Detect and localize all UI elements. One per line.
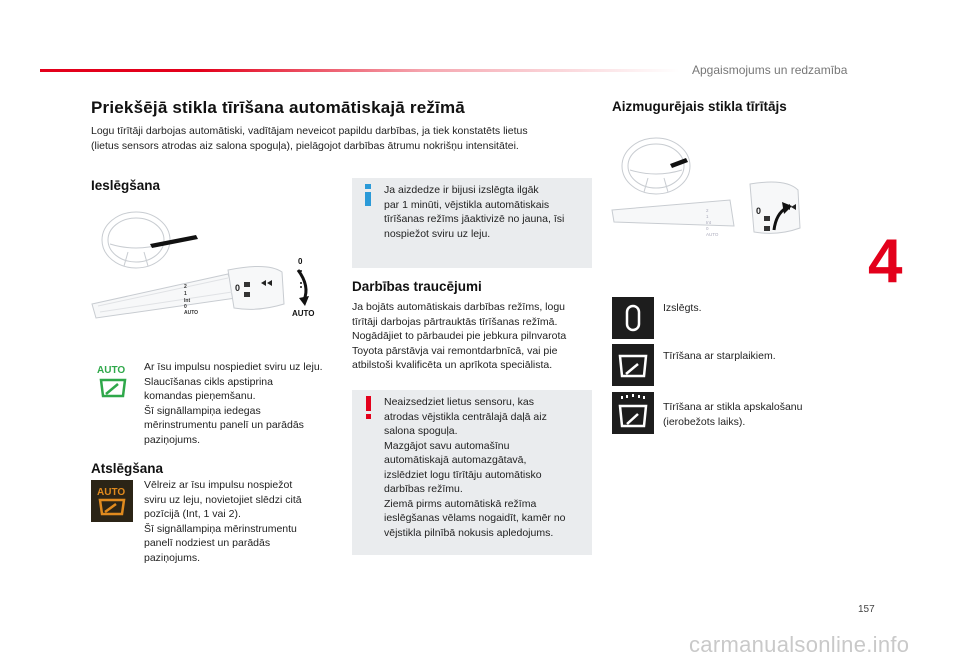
chapter-number: 4	[868, 227, 903, 296]
info-icon	[362, 184, 374, 206]
svg-text:AUTO: AUTO	[706, 232, 719, 237]
activation-line: Ar īsu impulsu nospiediet sviru uz leju.	[144, 361, 323, 373]
svg-text:1: 1	[706, 214, 709, 219]
activation-text	[144, 360, 340, 447]
lever-label-0: 0	[298, 257, 303, 266]
lever-scale-1: 1	[184, 291, 187, 297]
warning-note-line: darbības režīmu.	[384, 483, 463, 495]
warning-note-line: atrodas vējstikla centrālajā daļā aiz	[384, 410, 547, 423]
rear-wiper-intermittent-icon-box	[612, 344, 654, 386]
svg-text:0: 0	[706, 226, 709, 231]
lever-scale-auto: AUTO	[184, 310, 199, 316]
warning-note-line: Mazgājot savu automašīnu	[384, 439, 510, 452]
warning-note-line: ieslēgšanas vēlams nogaidīt, kamēr no	[384, 512, 566, 524]
rear-wiper-heading: Aizmugurējais stikla tīrītājs	[612, 99, 787, 114]
warning-note-text	[384, 395, 589, 540]
info-note-line: Ja aizdedze ir bijusi izslēgta ilgāk	[384, 184, 539, 196]
rear-wiper-off-label: Izslēgts.	[663, 302, 702, 314]
rear-wiper-wash-line: (ierobežots laiks).	[663, 415, 746, 428]
warning-note-line: vējstikla pilnībā nokusis apledojums.	[384, 526, 554, 539]
page-title: Priekšējā stikla tīrīšana automātiskajā režīmā	[91, 98, 465, 117]
rear-wiper-wash-label	[663, 400, 802, 429]
wash-wipe-icon	[612, 392, 654, 434]
deactivation-line: paziņojums.	[144, 551, 201, 564]
malfunctions-line: Nogādājiet to pārbaudei pie jebkura pilnvarota	[352, 330, 567, 342]
auto-wipe-amber-label: AUTO	[97, 487, 126, 498]
off-icon	[612, 297, 654, 339]
lever-label-auto: AUTO	[292, 309, 315, 318]
lever-scale-int: Int	[184, 298, 191, 304]
auto-wipe-amber-icon	[91, 480, 133, 522]
info-note-line: nospiežot sviru uz leju.	[384, 227, 491, 240]
warning-note-line: Ziemā pirms automātiskā režīma	[384, 497, 537, 510]
svg-text:0: 0	[756, 206, 762, 216]
intro-line: Logu tīrītāji darbojas automātiski, vadītājam neveicot papildu darbības, ja tiek konstatēts lietus	[91, 125, 528, 137]
activation-line: komandas pieņemšanu.	[144, 390, 256, 402]
activation-line: Šī signāllampiņa iedegas	[144, 404, 261, 417]
malfunctions-heading: Darbības traucējumi	[352, 279, 482, 294]
activation-line: mērinstrumentu panelī un parādās	[144, 419, 304, 431]
header-accent-bar	[40, 69, 680, 72]
page-number: 157	[858, 604, 875, 615]
deactivation-text	[144, 478, 340, 565]
deactivation-line: pozīcijā (Int, 1 vai 2).	[144, 508, 241, 520]
section-title: Apgaismojums un redzamība	[692, 63, 848, 77]
intro-line: (lietus sensors atrodas aiz salona spoguļa), pielāgojot darbības ātrumu nokrišņu intensitātei.	[91, 140, 519, 152]
rear-wiper-lever-illustration	[610, 130, 810, 248]
auto-wipe-green-label: AUTO	[97, 365, 126, 376]
info-note-text	[384, 183, 589, 241]
lever-scale-0: 0	[184, 304, 187, 310]
malfunctions-text	[352, 300, 592, 373]
rear-wiper-intermittent-label: Tīrīšana ar starplaikiem.	[663, 350, 776, 362]
activation-heading: Ieslēgšana	[91, 178, 161, 193]
warning-note-box	[352, 390, 592, 555]
malfunctions-line: Toyota pārstāvja vai remontdarbnīcā, vai pie	[352, 344, 558, 357]
info-note-line: tīrīšanas režīms jāaktivizē no jauna, īsi	[384, 213, 565, 225]
auto-wipe-amber-icon-box	[91, 480, 133, 522]
lever-scale-2: 2	[184, 284, 187, 290]
intermittent-wipe-icon	[612, 344, 654, 386]
rear-wiper-wash-icon-box	[612, 392, 654, 434]
rear-wiper-wash-line: Tīrīšana ar stikla apskalošanu	[663, 401, 803, 413]
warning-icon	[364, 396, 374, 420]
deactivation-line: Šī signāllampiņa mērinstrumentu	[144, 522, 297, 535]
rear-wiper-off-icon-box	[612, 297, 654, 339]
svg-text:Int: Int	[706, 220, 712, 225]
activation-line: paziņojums.	[144, 433, 201, 446]
wiper-lever-illustration	[88, 208, 333, 328]
watermark: carmanualsonline.info	[689, 632, 910, 657]
info-note-line: par 1 minūti, vējstikla automātiskais	[384, 198, 550, 211]
warning-note-line: automātiskajā automazgātavā,	[384, 454, 527, 466]
deactivation-heading: Atslēgšana	[91, 461, 164, 476]
malfunctions-line: atbilstoši kvalificēta un aprīkota speciālista.	[352, 359, 553, 371]
malfunctions-line: tīrītāji darbojas pārtrauktās tīrīšanas režīmā.	[352, 315, 558, 328]
auto-wipe-green-icon	[96, 362, 130, 400]
svg-text:2: 2	[706, 208, 709, 213]
svg-text:0: 0	[235, 283, 241, 293]
deactivation-line: panelī nodziest un parādās	[144, 537, 271, 549]
warning-note-line: izslēdziet logu tīrītāju automātisko	[384, 468, 542, 481]
malfunctions-line: Ja bojāts automātiskais darbības režīms, logu	[352, 301, 566, 313]
warning-note-line: Neaizsedziet lietus sensoru, kas	[384, 396, 534, 408]
deactivation-line: sviru uz leju, novietojiet slēdzi citā	[144, 493, 302, 506]
activation-line: Slaucīšanas cikls apstiprina	[144, 375, 273, 388]
warning-note-line: salona spoguļa.	[384, 425, 458, 437]
deactivation-line: Vēlreiz ar īsu impulsu nospiežot	[144, 479, 293, 491]
intro-text	[91, 124, 591, 154]
info-note-box	[352, 178, 592, 268]
